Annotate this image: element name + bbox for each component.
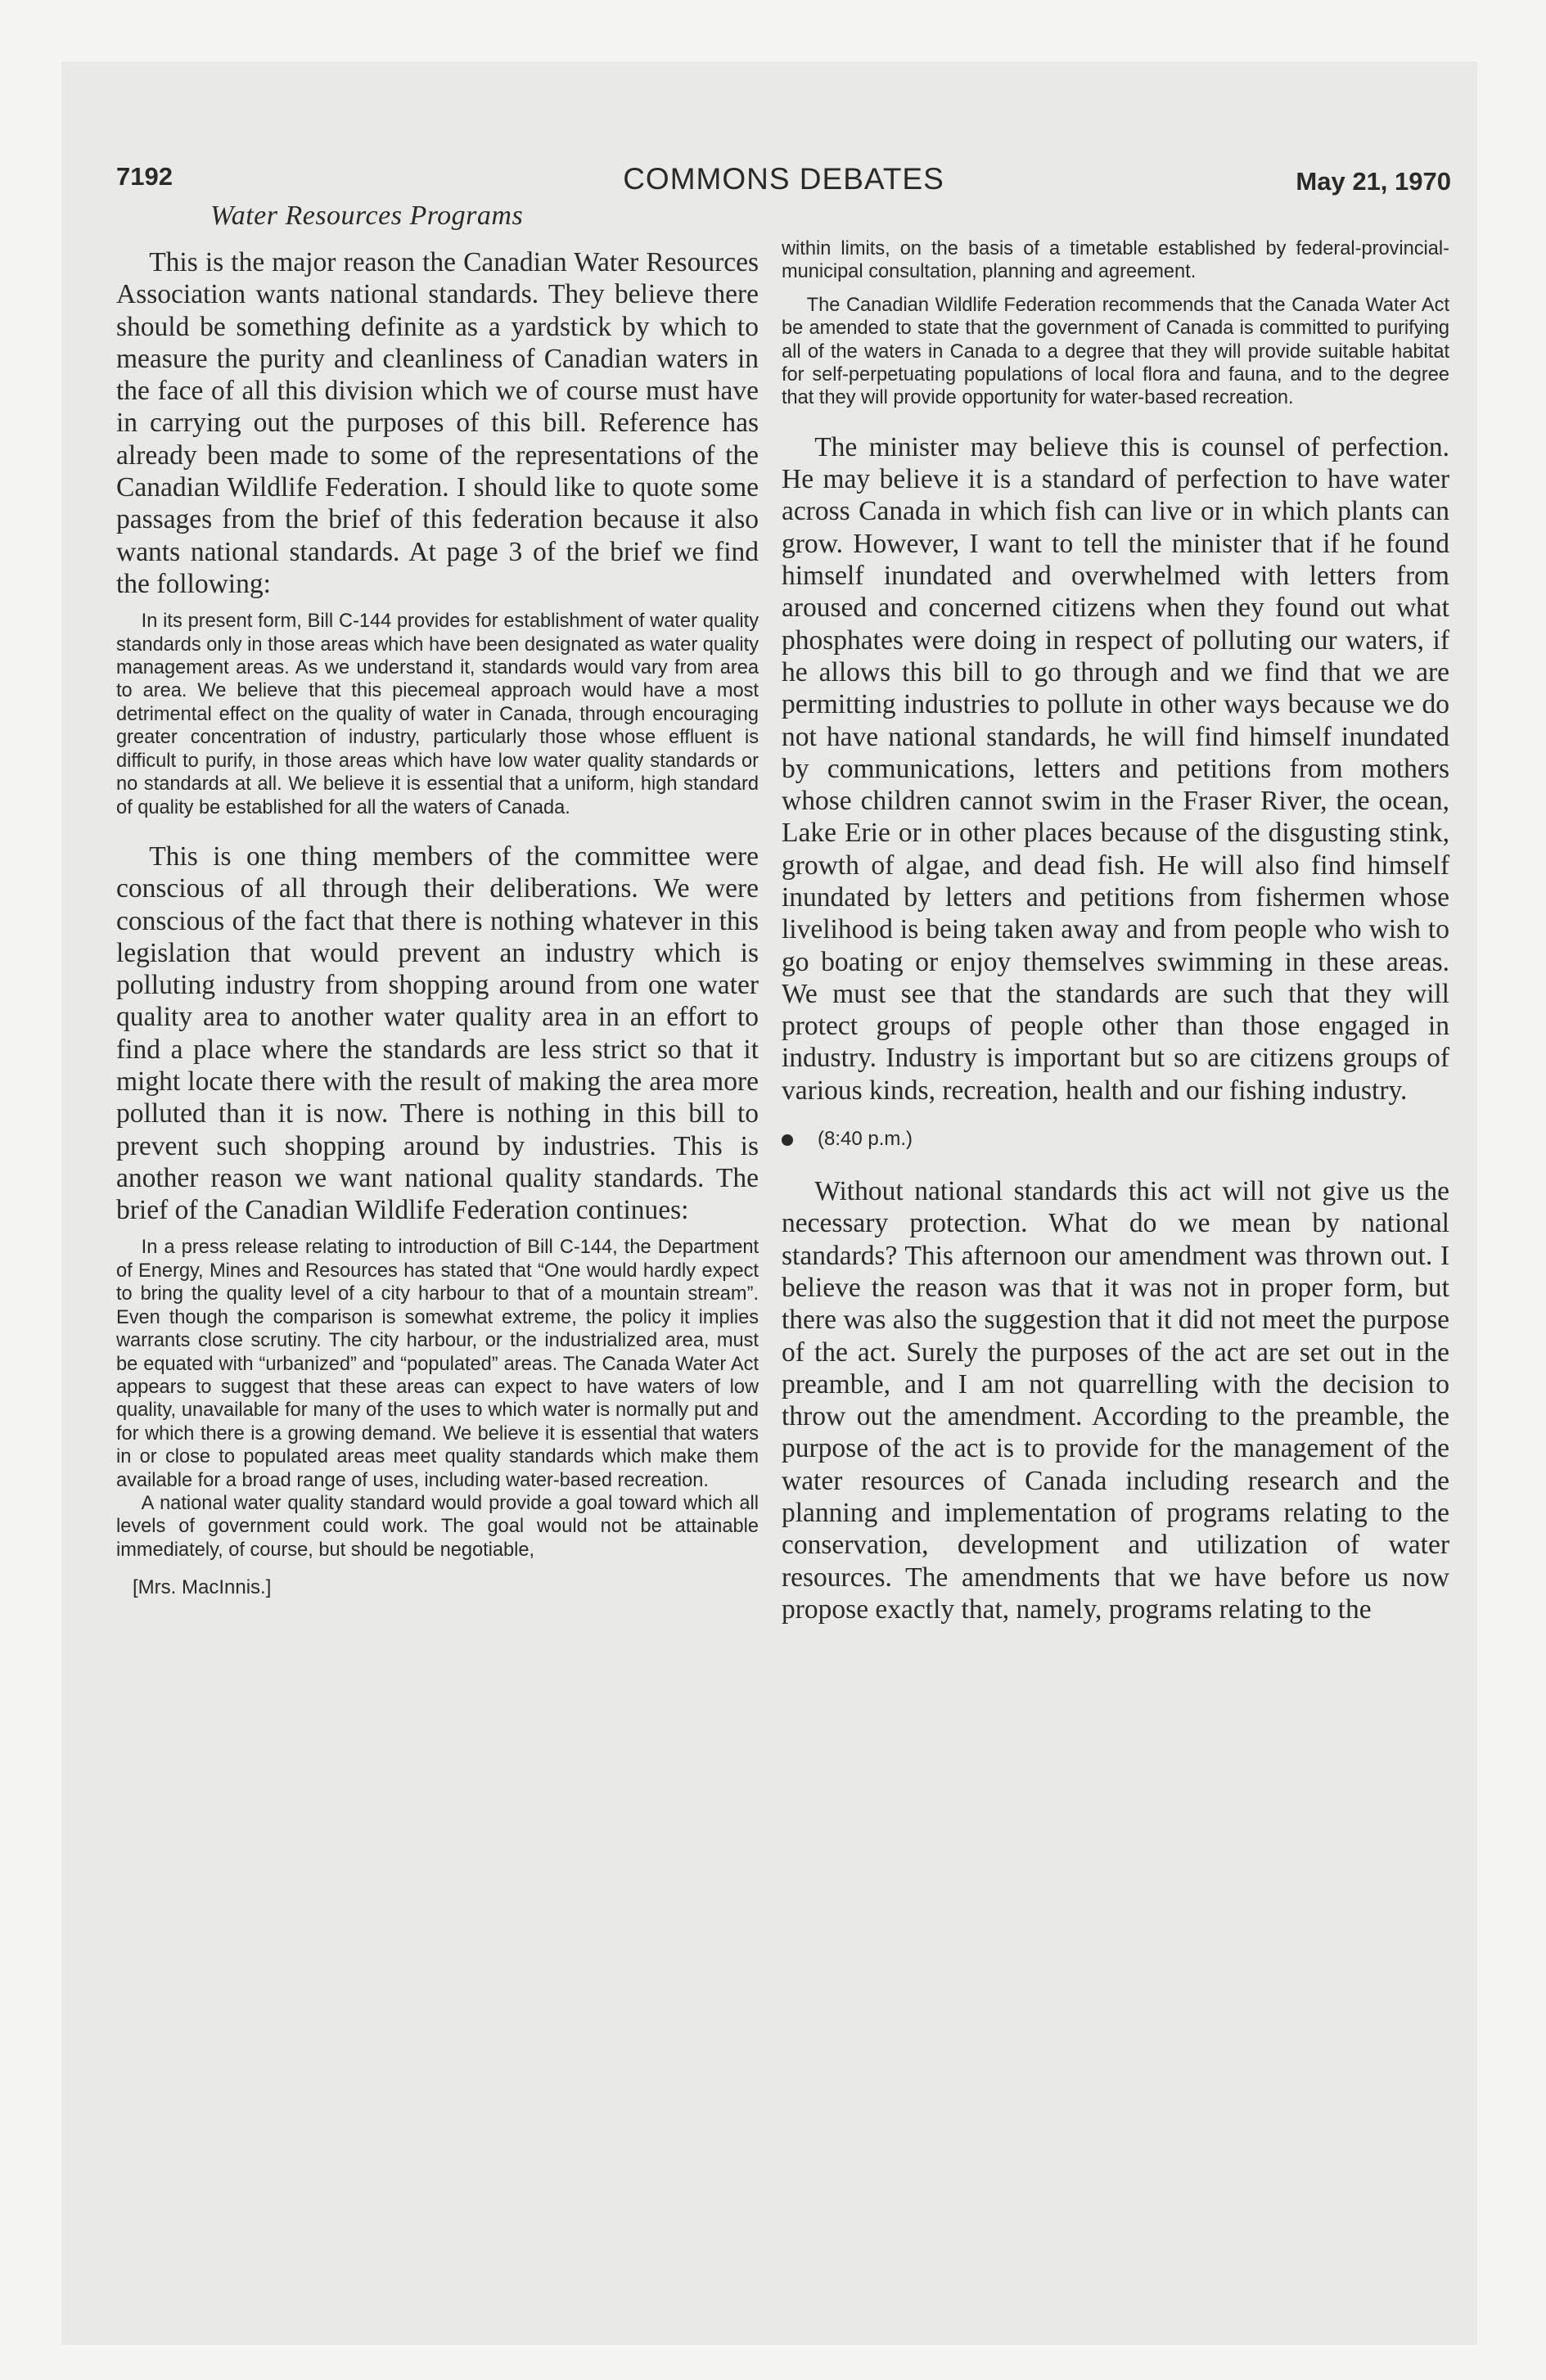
quoted-passage: within limits, on the basis of a timetable established by federal-provincial-municipal consultation, planning and agreement.: [782, 238, 1449, 283]
right-column: [782, 237, 1449, 1625]
time-marker: [782, 1128, 1449, 1151]
quoted-passage: The Canadian Wildlife Federation recommends that the Canada Water Act be amended to state that the government of Canada is committed to purifying all of the waters in Canada to a degree that they will provide suitable habitat for self-perpetuating populations of local flora and fauna, and to the degree that they will provide opportunity for water-based recreation.: [782, 294, 1449, 409]
page-date: May 21, 1970: [1296, 167, 1451, 196]
body-paragraph: This is one thing members of the committee were conscious of all through their deliberations. We were conscious of the fact that there is nothing whatever in this legislation that would prevent an industry which is polluting industry from shopping around from one water quality area to another water quality area in an effort to find a place where the standards are less strict so that it might locate there with the result of making the area more polluted than it is now. There is nothing in this bill to prevent such shopping around by industries. This is another reason we want national quality standards. The brief of the Canadian Wildlife Federation continues:: [116, 841, 759, 1226]
quoted-passage: A national water quality standard would provide a goal toward which all levels of government could work. The goal would not be attainable immediately, of course, but should be negotiable,: [116, 1492, 759, 1561]
page-number: 7192: [116, 162, 173, 191]
publication-title: COMMONS DEBATES: [623, 162, 944, 196]
quoted-passage: In a press release relating to introduction of Bill C-144, the Department of Energy, Mines and Resources has stated that “One would hardly expect to bring the quality level of a city harbour to that of a mountain stream”. Even though the comparison is somewhat extreme, the policy it implies warrants close scrutiny. The city harbour, or the industrialized area, must be equated with “urbanized” and “populated” areas. The Canada Water Act appears to suggest that these areas can expect to have waters of low quality, unavailable for many of the uses to which water is normally put and for which there is a growing demand. We believe it is essential that waters in or close to populated areas meet quality standards which make them available for a broad range of uses, including water-based recreation.: [116, 1237, 759, 1491]
body-paragraph: This is the major reason the Canadian Water Resources Association wants national standards. They believe there should be something definite as a yardstick by which to measure the purity and cleanliness of Canadian waters in the face of all this division which we of course must have in carrying out the purposes of this bill. Reference has already been made to some of the representations of the Canadian Wildlife Federation. I should like to quote some passages from the brief of this federation because it also wants national standards. At page 3 of the brief we find the following:: [116, 247, 759, 599]
left-column: [116, 201, 759, 1599]
quoted-passage: In its present form, Bill C-144 provides for establishment of water quality standards only in those areas which have been designated as water quality management areas. As we understand it, standards would vary from area to area. We believe that this piecemeal approach would have a most detrimental effect on the quality of water in Canada, through encouraging greater concentration of industry, particularly those whose effluent is difficult to purify, in those areas which have low water quality standards or no standards at all. We believe it is essential that a uniform, high standard of quality be established for all the waters of Canada.: [116, 611, 759, 818]
speaker-attribution: [Mrs. MacInnis.]: [133, 1576, 272, 1599]
time-marker-text: (8:40 p.m.): [818, 1128, 913, 1151]
bullet-icon: [782, 1134, 793, 1146]
section-subhead: Water Resources Programs: [210, 201, 524, 231]
body-paragraph: The minister may believe this is counsel of perfection. He may believe it is a standard of perfection to have water across Canada in which fish can live or in which plants can grow. However, I want to tell the minister that if he found himself inundated and overwhelmed with letters from aroused and concerned citizens when they found out what phosphates were doing in respect of polluting our waters, if he allows this bill to go through and we find that we are permitting industries to pollute in other ways because we do not have national standards, he will find himself inundated by communications, letters and petitions from mothers whose children cannot swim in the Fraser River, the ocean, Lake Erie or in other places because of the disgusting stink, growth of algae, and dead fish. He will also find himself inundated by letters and petitions from fishermen whose livelihood is being taken away and from people who wish to go boating or enjoy themselves swimming in these areas. We must see that the standards are such that they will protect groups of people other than those engaged in industry. Industry is important but so are citizens groups of various kinds, recreation, health and our fishing industry.: [782, 431, 1449, 1106]
body-paragraph: Without national standards this act will not give us the necessary protection. What do we mean by national standards? This afternoon our amendment was thrown out. I believe the reason was that it was not in proper form, but there was also the suggestion that it did not meet the purpose of the act. Surely the purposes of the act are set out in the preamble, and I am not quarrelling with the decision to throw out the amendment. According to the preamble, the purpose of the act is to provide for the management of the water resources of Canada including research and the planning and implementation of programs relating to the conservation, development and utilization of water resources. The amendments that we have before us now propose exactly that, namely, programs relating to the: [782, 1176, 1449, 1625]
